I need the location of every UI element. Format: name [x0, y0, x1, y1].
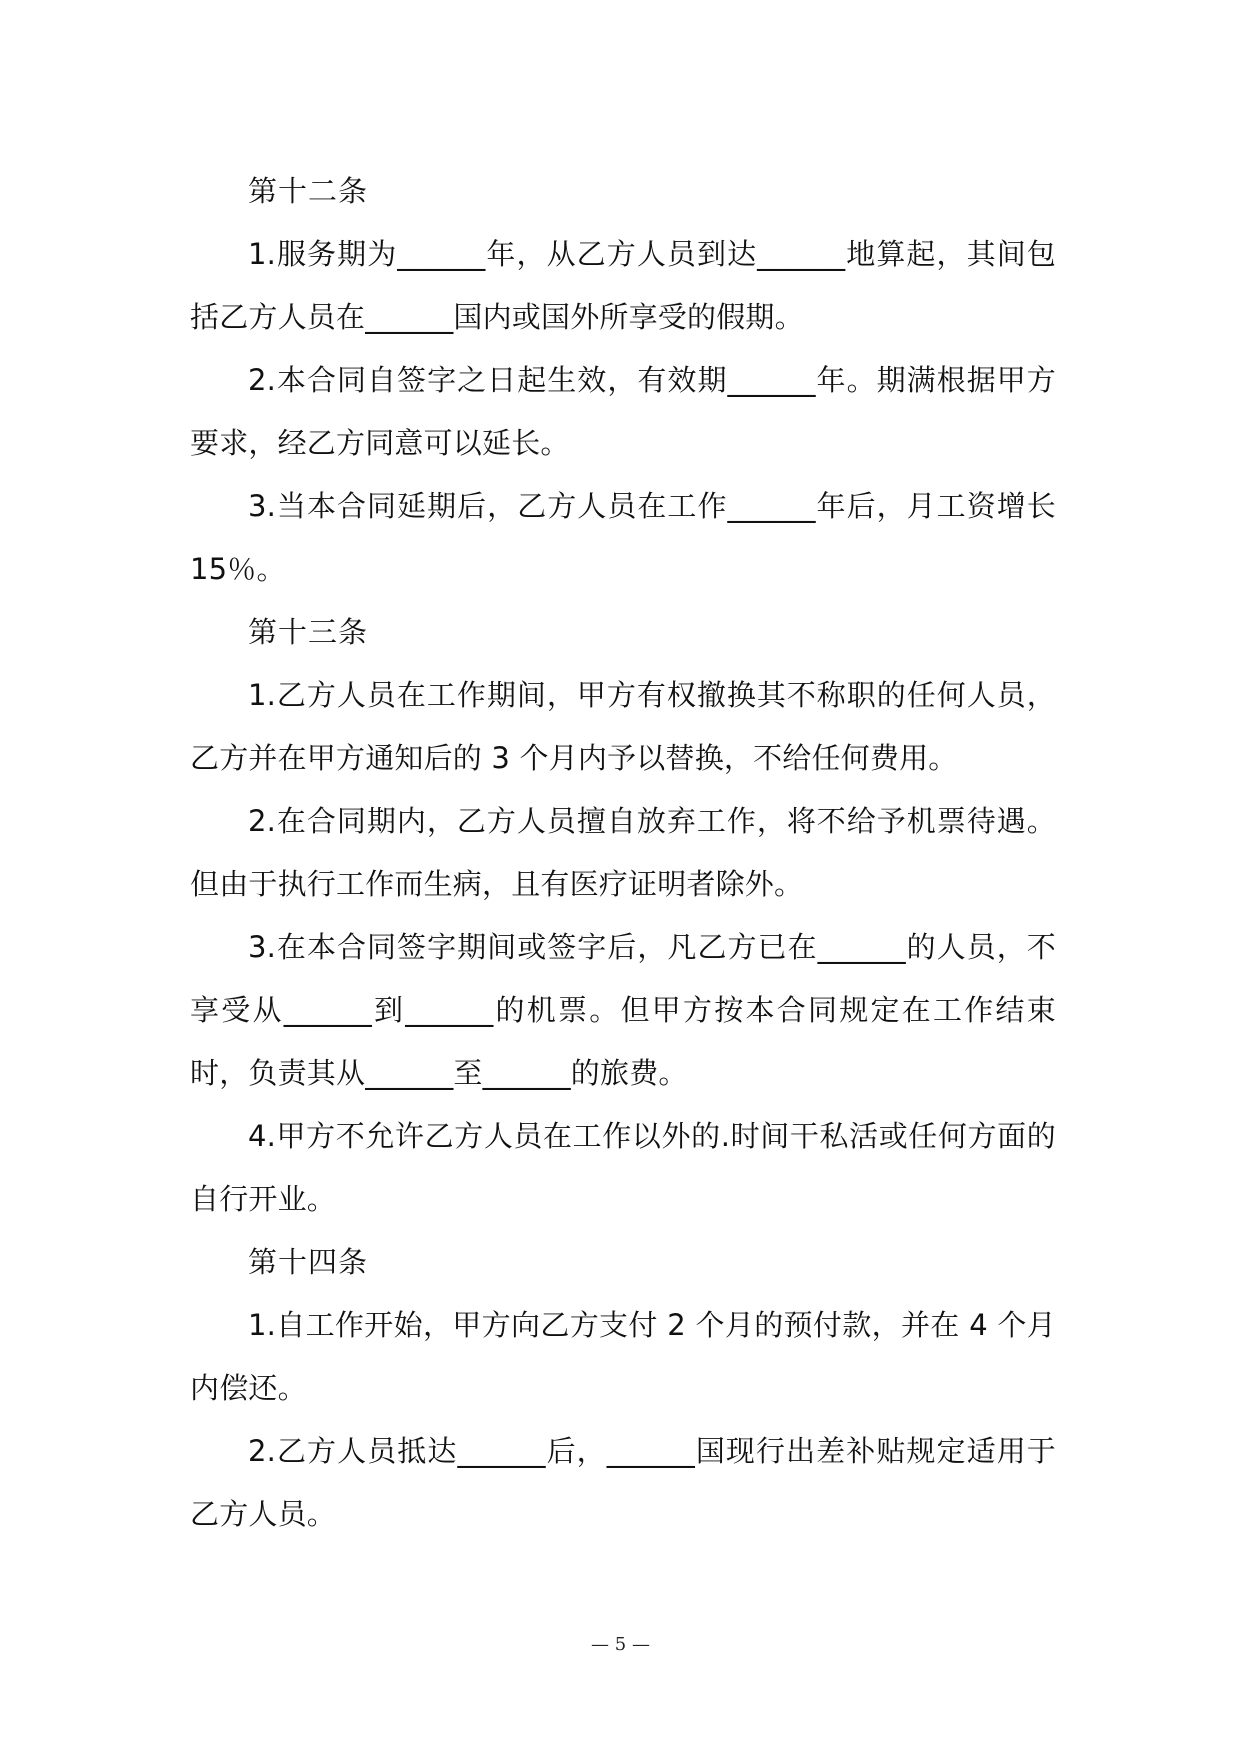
- article-paragraph: 2.本合同自签字之日起生效，有效期______年。期满根据甲方要求，经乙方同意可以延长。: [190, 363, 1056, 460]
- article-heading: 第十四条: [248, 1245, 369, 1279]
- document-body: [190, 160, 1056, 1546]
- article-heading: 第十三条: [248, 615, 369, 649]
- article-paragraph: 3.在本合同签字期间或签字后，凡乙方已在______的人员，不享受从______到______的机票。但甲方按本合同规定在工作结束时，负责其从______至______的旅费。: [190, 930, 1056, 1090]
- article-heading: 第十二条: [248, 174, 369, 208]
- article-12: [190, 160, 1056, 601]
- article-paragraph: 1.乙方人员在工作期间，甲方有权撤换其不称职的任何人员，乙方并在甲方通知后的 3 个月内予以替换，不给任何费用。: [190, 678, 1056, 775]
- article-paragraph: 1.自工作开始，甲方向乙方支付 2 个月的预付款，并在 4 个月内偿还。: [190, 1308, 1056, 1405]
- article-paragraph: 2.在合同期内，乙方人员擅自放弃工作，将不给予机票待遇。但由于执行工作而生病，且有医疗证明者除外。: [190, 804, 1056, 901]
- article-paragraph: 3.当本合同延期后，乙方人员在工作______年后，月工资增长 15％。: [190, 489, 1056, 586]
- article-paragraph: 1.服务期为______年，从乙方人员到达______地算起，其间包括乙方人员在______国内或国外所享受的假期。: [190, 237, 1056, 334]
- article-14: [190, 1231, 1056, 1546]
- article-13: [190, 601, 1056, 1231]
- article-paragraph: 2.乙方人员抵达______后，______国现行出差补贴规定适用于乙方人员。: [190, 1434, 1056, 1531]
- article-paragraph: 4.甲方不允许乙方人员在工作以外的.时间干私活或任何方面的自行开业。: [190, 1119, 1056, 1216]
- page-number: — 5 —: [591, 1634, 650, 1655]
